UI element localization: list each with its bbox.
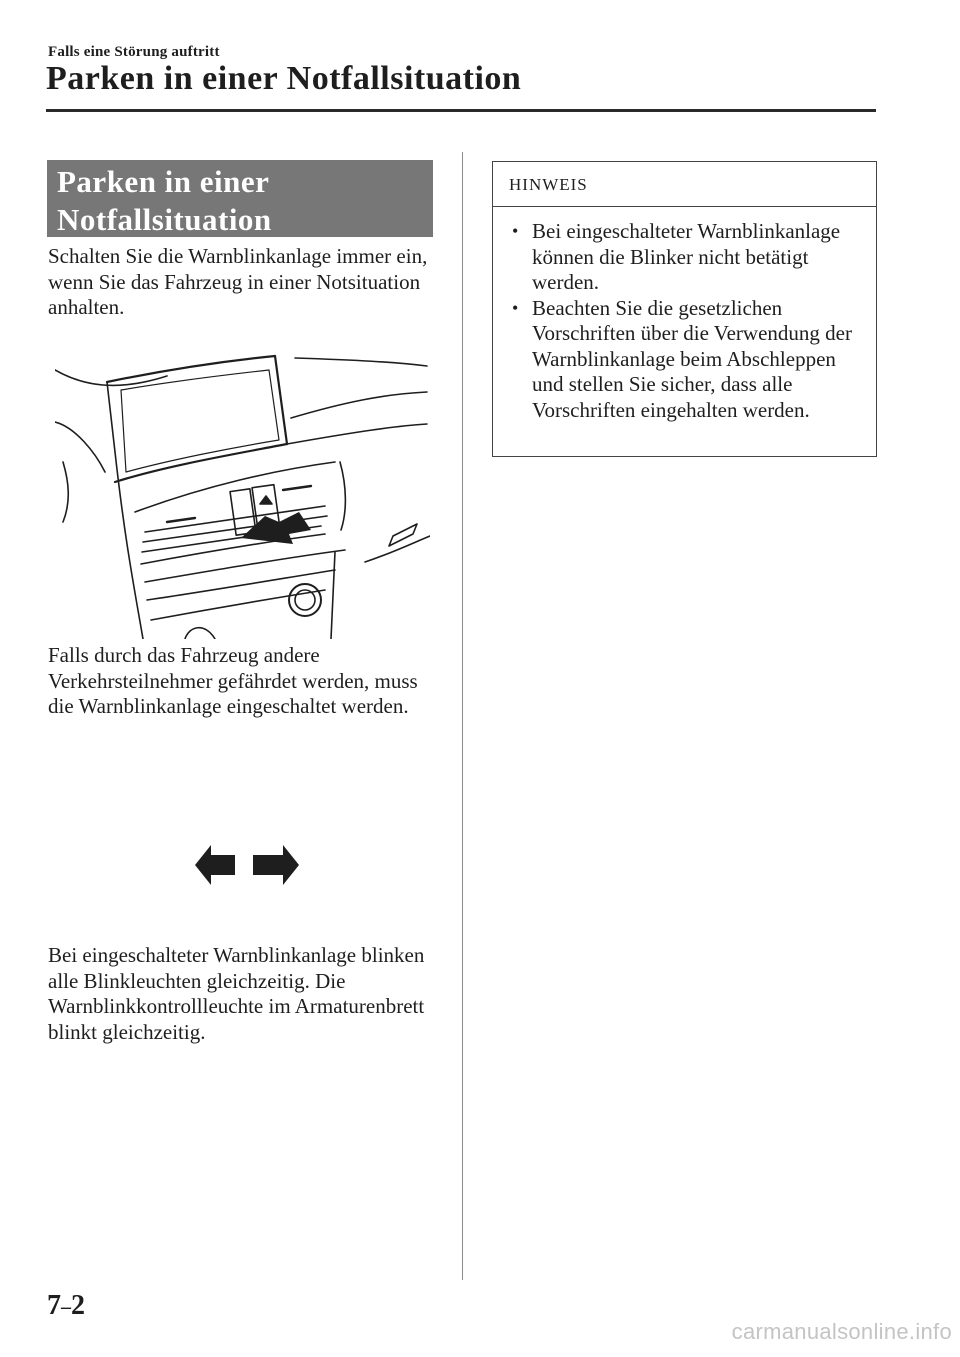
chapter-header: Falls eine Störung auftritt xyxy=(48,44,220,60)
page-num: 2 xyxy=(71,1290,85,1321)
note-divider xyxy=(493,206,876,207)
page-title: Parken in einer Notfallsituation xyxy=(46,60,522,97)
paragraph-danger: Falls durch das Fahrzeug andere Verkehrsteilnehmer gefährdet werden, muss die Warnblinkanlage eingeschaltet werden. xyxy=(48,643,418,718)
column-divider xyxy=(462,152,463,1280)
note-item-text: Bei eingeschalteter Warnblinkanlage können die Blinker nicht betätigt werden. xyxy=(532,219,841,294)
paragraph-blinking: Bei eingeschalteter Warnblinkanlage blinken alle Blinkleuchten gleichzeitig. Die Warnblinkkontrollleuchte im Armaturenbrett blinkt gleichzeitig. xyxy=(48,943,425,1044)
page-chapter: 7 xyxy=(47,1290,61,1321)
turn-signal-arrows-icon xyxy=(195,845,299,885)
hazard-switch-dashboard-illustration xyxy=(55,352,430,639)
bullet-icon: • xyxy=(512,221,519,241)
paragraph-intro: Schalten Sie die Warnblinkanlage immer ein, wenn Sie das Fahrzeug in einer Notsituation anhalten. xyxy=(48,244,428,319)
note-item xyxy=(493,296,867,424)
note-item xyxy=(493,219,867,296)
section-banner-line1: Parken in einer xyxy=(57,164,270,199)
bullet-icon: • xyxy=(512,297,519,318)
section-banner xyxy=(47,160,433,237)
section-banner-line2: Notfallsituation xyxy=(57,202,272,237)
page-separator: – xyxy=(61,1296,71,1318)
note-box xyxy=(492,161,877,457)
watermark: carmanualsonline.info xyxy=(731,1319,952,1344)
page-number xyxy=(47,1290,85,1322)
note-list xyxy=(493,219,873,423)
note-title: HINWEIS xyxy=(509,175,588,194)
header-divider xyxy=(46,109,876,112)
note-item-text: Beachten Sie die gesetzlichen Vorschriften über die Verwendung der Warnblinkanlage beim Abschleppen und stellen Sie sicher, dass alle Vorschriften eingehalten werden. xyxy=(532,295,852,422)
